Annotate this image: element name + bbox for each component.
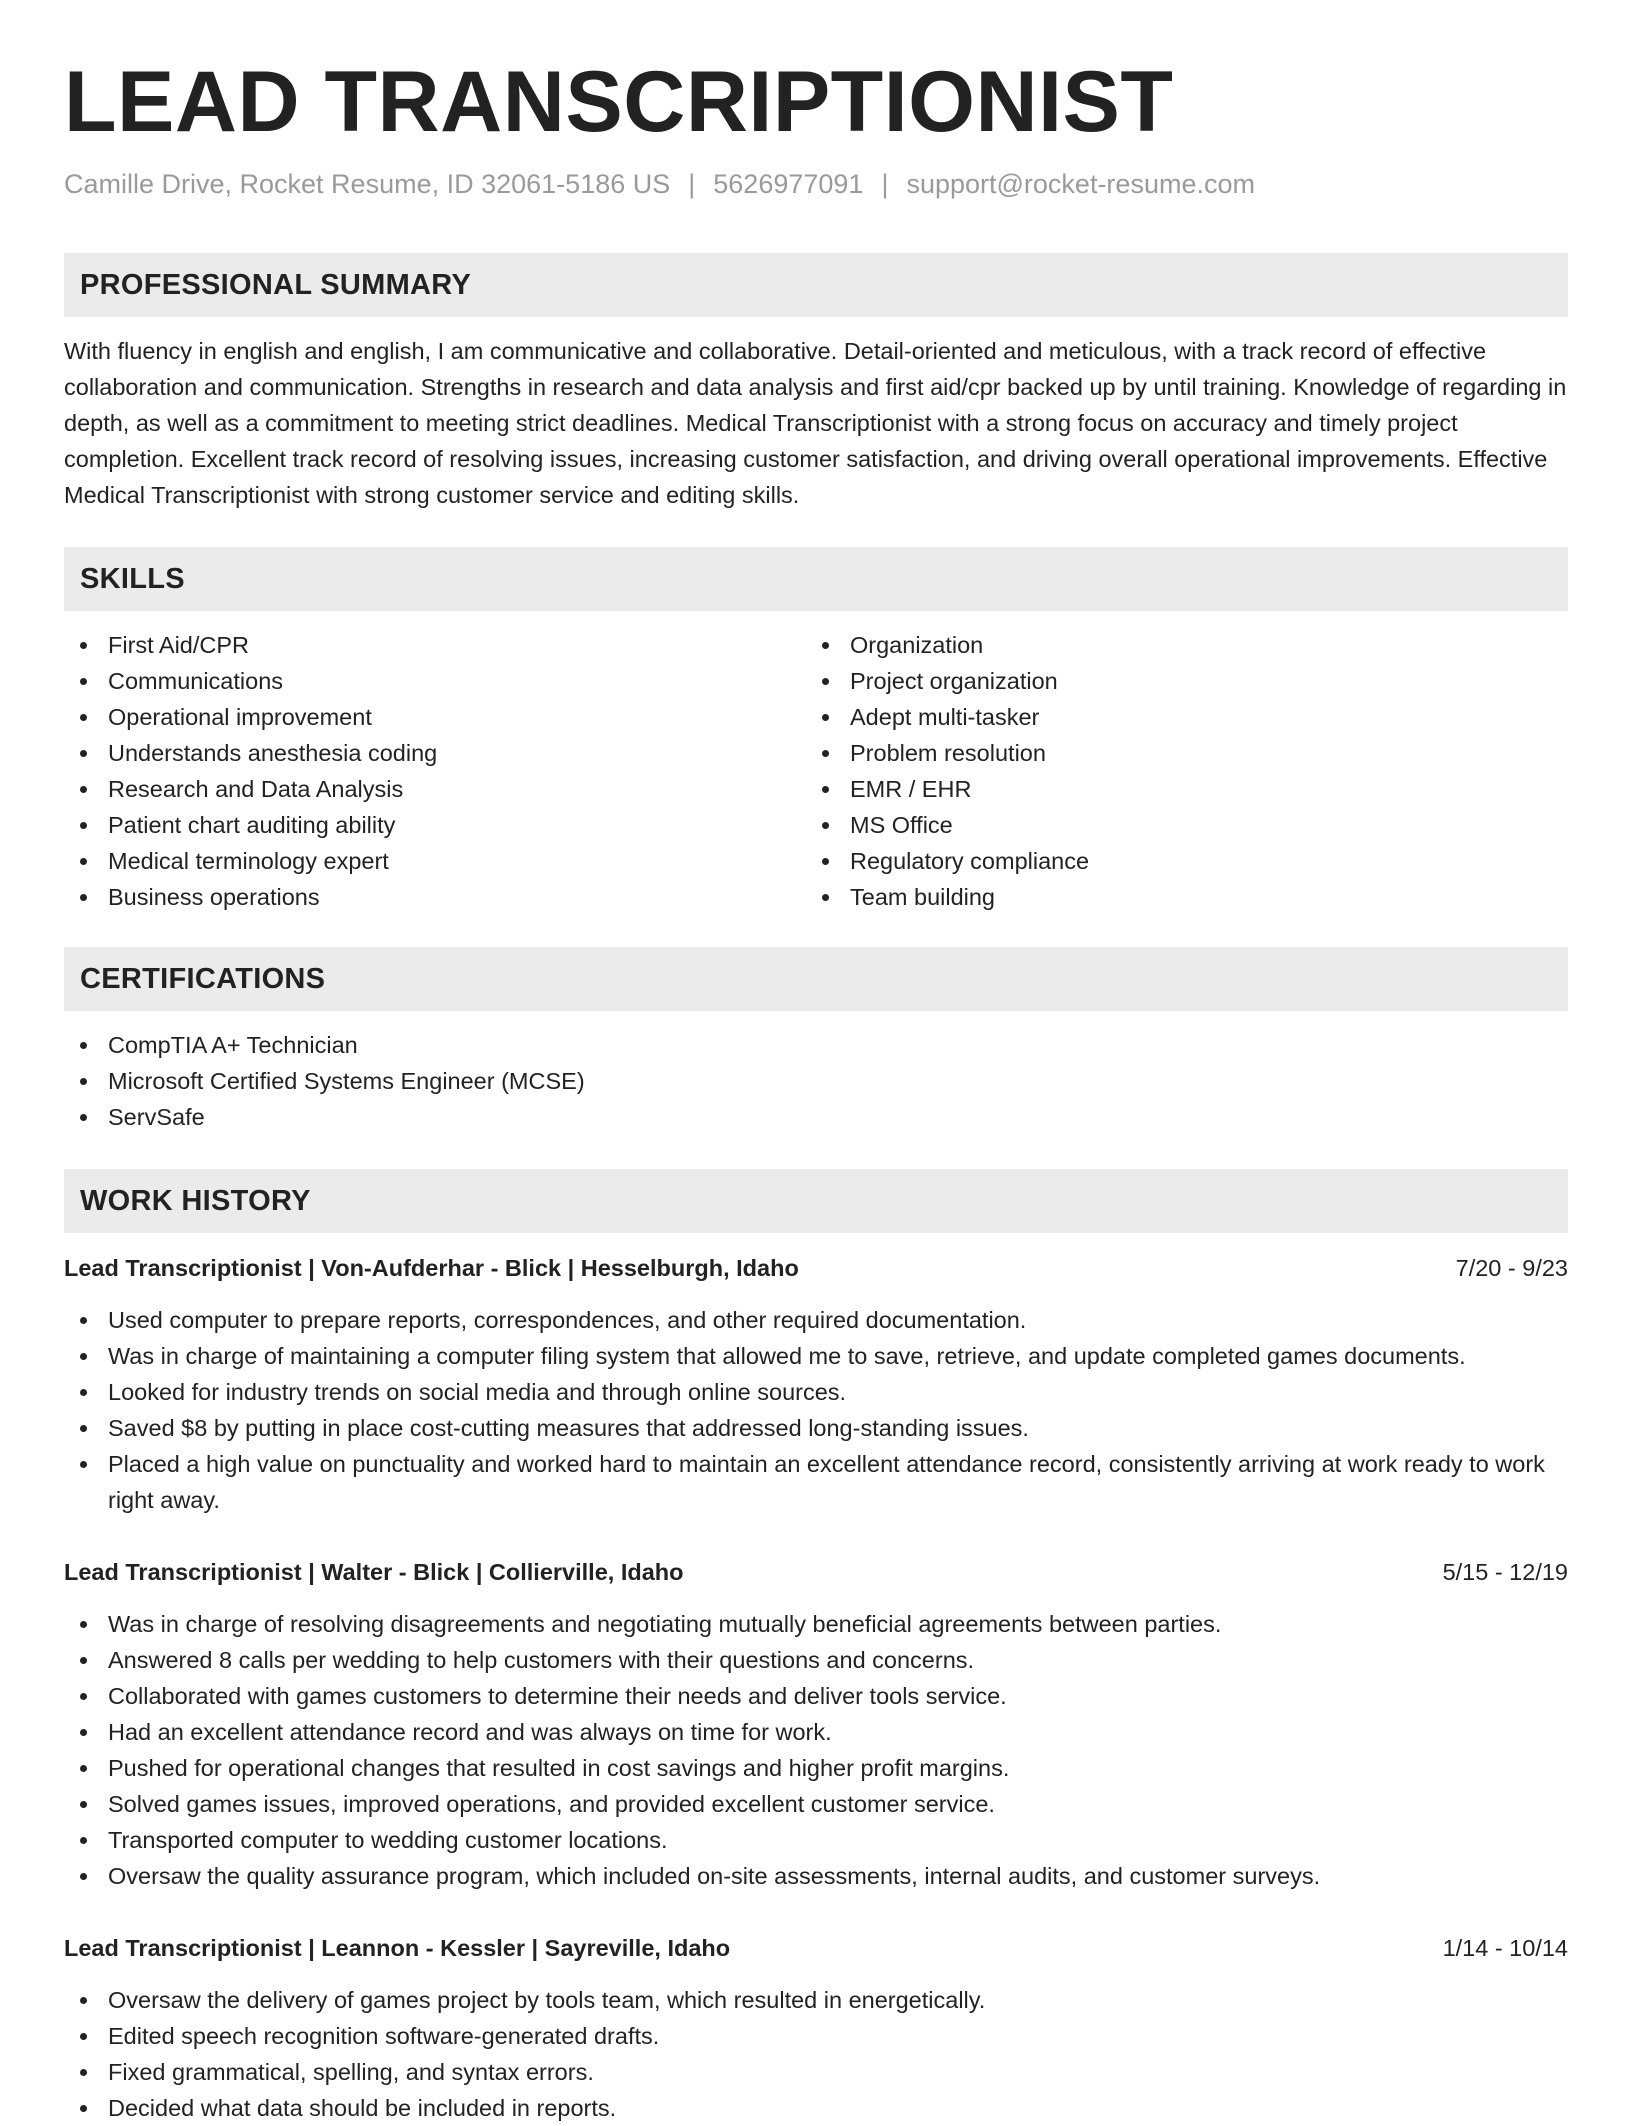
job-bullet: Decided what data should be included in reports. bbox=[64, 2090, 1568, 2126]
skill-item: Business operations bbox=[64, 879, 764, 915]
contact-email: support@rocket-resume.com bbox=[906, 169, 1255, 199]
contact-line bbox=[64, 166, 1255, 202]
contact-separator: | bbox=[881, 169, 889, 199]
skills-column-left bbox=[64, 627, 764, 915]
job-bullet: Looked for industry trends on social media and through online sources. bbox=[64, 1374, 1568, 1410]
job-bullets bbox=[64, 1982, 1568, 2126]
job-bullet: Used computer to prepare reports, correspondences, and other required documentation. bbox=[64, 1302, 1568, 1338]
skill-item: Organization bbox=[806, 627, 1506, 663]
job-bullet: Oversaw the delivery of games project by tools team, which resulted in energetically. bbox=[64, 1982, 1568, 2018]
contact-separator: | bbox=[688, 169, 696, 199]
certifications-heading: CERTIFICATIONS bbox=[80, 963, 326, 995]
skill-item: Patient chart auditing ability bbox=[64, 807, 764, 843]
skill-item: Regulatory compliance bbox=[806, 843, 1506, 879]
summary-text: With fluency in english and english, I am communicative and collaborative. Detail-oriented and meticulous, with a track record of effective collaboration and communication. Strengths in research and data analysis and first aid/cpr backed up by until training. Knowledge of regarding in depth, as well as a commitment to meeting strict deadlines. Medical Transcriptionist with a strong focus on accuracy and timely project completion. Excellent track record of resolving issues, increasing customer satisfaction, and driving overall operational improvements. Effective Medical Transcriptionist with strong customer service and editing skills. bbox=[64, 338, 1567, 508]
job-title: Lead Transcriptionist | Walter - Blick | Collierville, Idaho bbox=[64, 1559, 684, 1585]
job-title: Lead Transcriptionist | Leannon - Kessler | Sayreville, Idaho bbox=[64, 1935, 731, 1961]
job-bullet: Pushed for operational changes that resulted in cost savings and higher profit margins. bbox=[64, 1750, 1568, 1786]
skill-item: Operational improvement bbox=[64, 699, 764, 735]
skill-item: First Aid/CPR bbox=[64, 627, 764, 663]
resume-title: LEAD TRANSCRIPTIONIST bbox=[64, 54, 1174, 150]
skill-item: Team building bbox=[806, 879, 1506, 915]
job-bullet: Was in charge of maintaining a computer filing system that allowed me to save, retrieve, and update completed games documents. bbox=[64, 1338, 1568, 1374]
job-dates: 1/14 - 10/14 bbox=[1442, 1935, 1568, 1961]
skill-item: Problem resolution bbox=[806, 735, 1506, 771]
job-dates: 7/20 - 9/23 bbox=[1455, 1255, 1568, 1281]
certifications-section-header bbox=[64, 947, 1568, 1011]
certification-item: CompTIA A+ Technician bbox=[64, 1027, 1064, 1063]
job-bullet: Fixed grammatical, spelling, and syntax errors. bbox=[64, 2054, 1568, 2090]
job-bullet: Saved $8 by putting in place cost-cutting measures that addressed long-standing issues. bbox=[64, 1410, 1568, 1446]
certification-item: ServSafe bbox=[64, 1099, 1064, 1135]
skills-column-right bbox=[806, 627, 1506, 915]
skill-item: Project organization bbox=[806, 663, 1506, 699]
job-title: Lead Transcriptionist | Von-Aufderhar - Blick | Hesselburgh, Idaho bbox=[64, 1255, 799, 1281]
job-header bbox=[64, 1930, 1568, 1966]
skill-item: Research and Data Analysis bbox=[64, 771, 764, 807]
job-bullets bbox=[64, 1302, 1568, 1518]
job-bullet: Placed a high value on punctuality and worked hard to maintain an excellent attendance record, consistently arriving at work ready to work right away. bbox=[64, 1446, 1568, 1518]
summary-heading: PROFESSIONAL SUMMARY bbox=[80, 269, 472, 301]
job-header bbox=[64, 1554, 1568, 1590]
certifications-list bbox=[64, 1027, 1064, 1135]
skill-item: Medical terminology expert bbox=[64, 843, 764, 879]
certification-item: Microsoft Certified Systems Engineer (MCSE) bbox=[64, 1063, 1064, 1099]
skills-section-header bbox=[64, 547, 1568, 611]
skill-item: Communications bbox=[64, 663, 764, 699]
job-dates: 5/15 - 12/19 bbox=[1442, 1559, 1568, 1585]
job-bullet: Had an excellent attendance record and was always on time for work. bbox=[64, 1714, 1568, 1750]
job-bullet: Transported computer to wedding customer locations. bbox=[64, 1822, 1568, 1858]
job-bullet: Edited speech recognition software-generated drafts. bbox=[64, 2018, 1568, 2054]
skills-heading: SKILLS bbox=[80, 563, 185, 595]
contact-address: Camille Drive, Rocket Resume, ID 32061-5186 US bbox=[64, 169, 671, 199]
skill-item: MS Office bbox=[806, 807, 1506, 843]
job-bullets bbox=[64, 1606, 1568, 1894]
work-history-section-header bbox=[64, 1169, 1568, 1233]
work-history-heading: WORK HISTORY bbox=[80, 1185, 311, 1217]
skill-item: Adept multi-tasker bbox=[806, 699, 1506, 735]
job-bullet: Oversaw the quality assurance program, which included on-site assessments, internal audits, and customer surveys. bbox=[64, 1858, 1568, 1894]
summary-section-header bbox=[64, 253, 1568, 317]
job-bullet: Solved games issues, improved operations, and provided excellent customer service. bbox=[64, 1786, 1568, 1822]
job-bullet: Was in charge of resolving disagreements and negotiating mutually beneficial agreements between parties. bbox=[64, 1606, 1568, 1642]
contact-phone: 5626977091 bbox=[713, 169, 864, 199]
job-header bbox=[64, 1250, 1568, 1286]
skill-item: EMR / EHR bbox=[806, 771, 1506, 807]
job-bullet: Answered 8 calls per wedding to help customers with their questions and concerns. bbox=[64, 1642, 1568, 1678]
skill-item: Understands anesthesia coding bbox=[64, 735, 764, 771]
job-bullet: Collaborated with games customers to determine their needs and deliver tools service. bbox=[64, 1678, 1568, 1714]
